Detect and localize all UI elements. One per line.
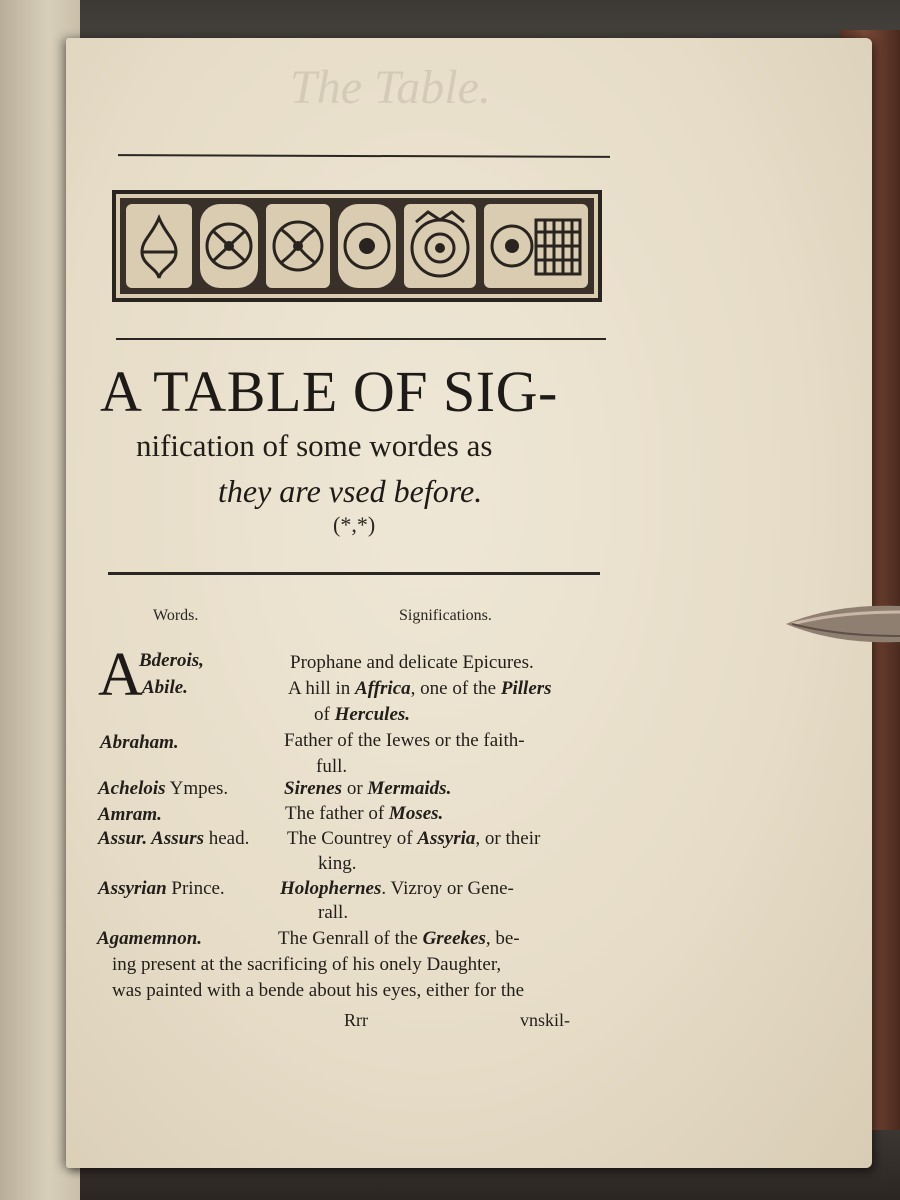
entry-definition: The Genrall of the Greekes, be- (278, 928, 520, 949)
words-column-header: Words. (153, 607, 199, 624)
entry-term: Abile. (142, 677, 188, 698)
page-subtitle-italic: they are vsed before. (218, 473, 483, 509)
entry-definition-continued: of Hercules. (314, 704, 411, 725)
woodcut-ornament (112, 190, 602, 302)
entry-term: Assyrian Prince. (98, 878, 225, 899)
significations-column-header: Significations. (399, 607, 492, 624)
paragraph-line: ing present at the sacrificing of his onely Daughter, (112, 954, 502, 975)
catchword: vnskil- (520, 1010, 571, 1030)
entry-definition-continued: full. (316, 756, 348, 777)
entry-definition: Sirenes or Mermaids. (284, 778, 452, 799)
entry-definition-continued: rall. (318, 902, 349, 923)
entry-term: Assur. Assurs head. (98, 828, 250, 849)
entry-term: Abraham. (100, 732, 179, 753)
entry-definition-continued: king. (318, 853, 357, 874)
middle-rule (116, 338, 606, 340)
entry-definition: The father of Moses. (285, 803, 444, 824)
bleed-through-text: The Table. (290, 61, 491, 114)
entry-definition: A hill in Affrica, one of the Pillers (288, 678, 552, 699)
entry-term: Amram. (98, 804, 162, 825)
entry-definition: Prophane and delicate Epicures. (290, 652, 534, 673)
metal-clasp (786, 596, 900, 652)
entry-term: Bderois, (139, 650, 204, 671)
entry-definition: The Countrey of Assyria, or their (287, 828, 541, 849)
paragraph-line: was painted with a bende about his eyes, either for the (112, 980, 525, 1001)
entry-definition: Father of the Iewes or the faith- (284, 730, 525, 751)
page-title: A TABLE OF SIG- (100, 359, 558, 424)
entry-definition: Holophernes. Vizroy or Gene- (280, 878, 514, 899)
page-subtitle: nification of some wordes as (136, 428, 493, 463)
initial-letter: A (98, 641, 143, 709)
entry-term: Agamemnon. (97, 928, 203, 949)
header-rule (108, 572, 600, 575)
ornament-mark: (*,*) (333, 512, 376, 537)
entry-term: Achelois Ympes. (98, 778, 229, 799)
signature-mark: Rrr (344, 1010, 368, 1030)
